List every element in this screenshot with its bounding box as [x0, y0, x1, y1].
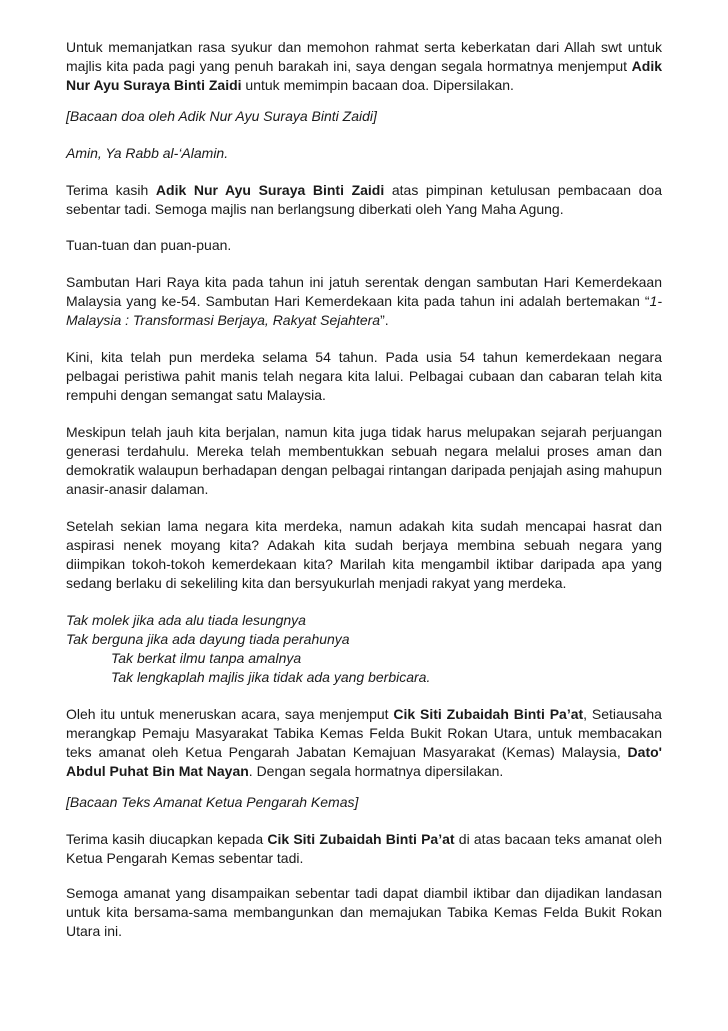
paragraph-hari-raya [66, 273, 662, 330]
pantun-verse [66, 611, 662, 687]
theme-title: 1-Malaysia : Transformasi Berjaya, Rakyat Sejahtera [66, 293, 662, 328]
paragraph-invitation-doa [66, 38, 662, 95]
amin-line: Amin, Ya Rabb al-‘Alamin. [66, 145, 229, 161]
text: Untuk memanjatkan rasa syukur dan memohon rahmat serta keberkatan dari Allah swt untuk majlis kita pada pagi yang penuh barakah ini, saya dengan segala hormatnya menjemput [66, 39, 662, 74]
name-nur-ayu: Adik Nur Ayu Suraya Binti Zaidi [66, 58, 662, 93]
paragraph-closing: Semoga amanat yang disampaikan sebentar tadi dapat diambil iktibar dan dijadikan landasan untuk kita bersama-sama membangunkan dan memajukan Tabika Kemas Felda Bukit Rokan Utara ini. [66, 885, 662, 939]
text: Sambutan Hari Raya kita pada tahun ini jatuh serentak dengan sambutan Hari Kemerdekaan Malaysia yang ke-54. Sambutan Hari Kemerdekaan kita pada tahun ini adalah bertemakan “ [66, 274, 662, 309]
stage-direction-doa: [Bacaan doa oleh Adik Nur Ayu Suraya Binti Zaidi] [66, 108, 377, 124]
greeting-line: Tuan-tuan dan puan-puan. [66, 237, 232, 253]
text: Oleh itu untuk meneruskan acara, saya menjemput [66, 706, 394, 722]
stage-direction-amanat: [Bacaan Teks Amanat Ketua Pengarah Kemas] [66, 794, 359, 810]
paragraph-thanks-doa [66, 181, 662, 219]
name-nur-ayu: Adik Nur Ayu Suraya Binti Zaidi [155, 182, 385, 198]
paragraph-aspirasi: Setelah sekian lama negara kita merdeka, namun adakah kita sudah mencapai hasrat dan aspirasi nenek moyang kita? Adakah kita sudah berjaya membina sebuah negara yang diimpikan tokoh-tokoh kemerdekaan kita? Marilah kita mengambil iktibar daripada apa yang sedang berlaku di sekeliling kita dan bersyukurlah menjadi rakyat yang merdeka. [66, 518, 662, 591]
text: . Dengan segala hormatnya dipersilakan. [248, 763, 504, 779]
text: Terima kasih diucapkan kepada [66, 831, 268, 847]
paragraph-invitation-amanat [66, 705, 662, 781]
paragraph-sejarah: Meskipun telah jauh kita berjalan, namun kita juga tidak harus melupakan sejarah perjuangan generasi terdahulu. Mereka telah membentukkan sebuah negara melalui proses aman dan demokratik walaupun berhadapan dengan pelbagai rintangan daripada penjajah asing mahupun anasir-anasir dalaman. [66, 424, 662, 497]
pantun-line: Tak molek jika ada alu tiada lesungnya [66, 612, 306, 628]
name-dato-abdul-puhat: Dato' Abdul Puhat Bin Mat Nayan [66, 744, 662, 779]
pantun-line: Tak berguna jika ada dayung tiada perahunya [66, 631, 350, 647]
text: , Setiausaha merangkap Pemaju Masyarakat Tabika Kemas Felda Bukit Rokan Utara, untuk membacakan teks amanat oleh Ketua Pengarah Jabatan Kemajuan Masyarakat (Kemas) Malaysia, [66, 706, 662, 760]
paragraph-thanks-amanat [66, 830, 662, 868]
pantun-line: Tak berkat ilmu tanpa amalnya [111, 650, 302, 666]
pantun-line: Tak lengkaplah majlis jika tidak ada yang berbicara. [111, 669, 431, 685]
text: di atas bacaan teks amanat oleh Ketua Pengarah Kemas sebentar tadi. [66, 831, 662, 866]
name-siti-zubaidah: Cik Siti Zubaidah Binti Pa’at [393, 706, 584, 722]
text: untuk memimpin bacaan doa. Dipersilakan. [241, 77, 514, 93]
text: Terima kasih [66, 182, 156, 198]
paragraph-merdeka-54: Kini, kita telah pun merdeka selama 54 tahun. Pada usia 54 tahun kemerdekaan negara pelbagai peristiwa pahit manis telah negara kita lalui. Pelbagai cubaan dan cabaran telah kita rempuhi dengan semangat satu Malaysia. [66, 349, 662, 403]
text: atas pimpinan ketulusan pembacaan doa sebentar tadi. Semoga majlis nan berlangsung diberkati oleh Yang Maha Agung. [66, 182, 662, 217]
name-siti-zubaidah: Cik Siti Zubaidah Binti Pa’at [267, 831, 455, 847]
text: ”. [380, 312, 389, 328]
